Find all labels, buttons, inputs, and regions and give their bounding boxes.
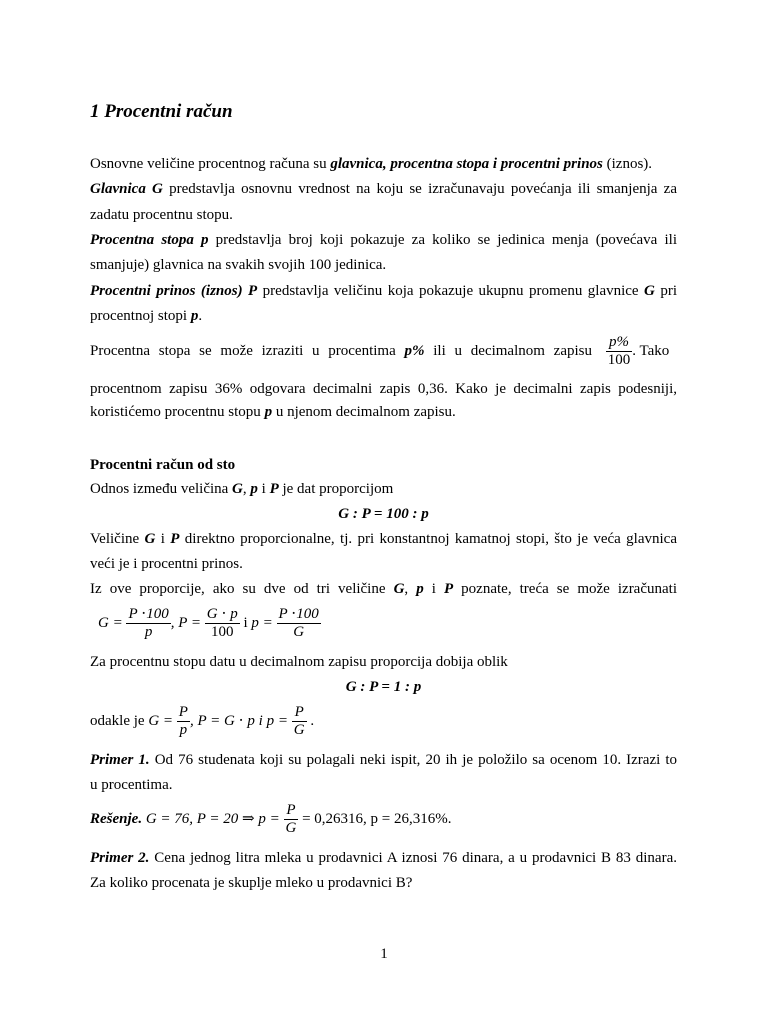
intro-line-3: zadatu procentnu stopu. xyxy=(90,207,233,223)
var: G xyxy=(644,283,655,299)
proportion-2: G : P = 1 : p xyxy=(345,679,422,695)
term-procentni-prinos: Procentni prinos (iznos) P xyxy=(90,283,258,299)
solution-label: Rešenje. xyxy=(90,811,143,827)
formula-lhs: , P = xyxy=(170,615,202,631)
var: G xyxy=(232,481,243,497)
var: P xyxy=(443,581,454,597)
var: G xyxy=(393,581,405,597)
text: pri xyxy=(654,283,678,299)
denominator: G xyxy=(277,623,321,641)
text: predstavlja osnovnu vrednost na koju se izračunavaju povećanja ili smanjenja za xyxy=(162,181,677,197)
intro-line-9: procentnom zapisu 36% odgovara decimalni zapis 0,36. Kako je decimalni zapis podesniji, xyxy=(90,381,677,397)
example-1-line-2: u procentima. xyxy=(90,777,173,793)
text: . Tako xyxy=(632,343,670,359)
text: predstavlja broj koji pokazuje za koliko se jedinica menja (povećava ili xyxy=(208,232,677,248)
denominator: p xyxy=(177,721,190,739)
text: koristićemo procentnu stopu xyxy=(90,404,265,420)
text: Cena jednog litra mleka u prodavnici A iznosi 76 dinara, a u prodavnici B 83 dinara. xyxy=(149,850,677,866)
text: Od 76 studenata koji su polagali neki ispit, 20 ih je položilo sa ocenom 10. Izrazi to xyxy=(149,752,677,768)
formula-lhs: p = xyxy=(251,615,273,631)
formula-lhs: G = xyxy=(98,615,123,631)
text: , xyxy=(404,581,417,597)
numerator: P xyxy=(294,704,304,721)
text: Veličine xyxy=(90,531,145,547)
text: poznate, treća se može izračunati xyxy=(453,581,677,597)
fraction-p-decimal xyxy=(292,704,307,739)
text: odakle je xyxy=(90,713,149,729)
formula-lhs: G = xyxy=(148,713,174,729)
intro-line-4 xyxy=(90,230,677,250)
text: Osnovne veličine procentnog računa su xyxy=(90,156,331,172)
text: i xyxy=(423,581,444,597)
text: predstavlja veličinu koja pokazuje ukupnu promenu glavnice xyxy=(257,283,645,299)
example-2-line-2: Za koliko procenata je skuplje mleko u prodavnici B? xyxy=(90,875,413,891)
fraction-p-over-100 xyxy=(606,334,633,369)
chapter-title: 1 Procentni račun xyxy=(90,101,233,122)
example-2-line-1 xyxy=(90,848,677,868)
var: p xyxy=(250,481,258,497)
term-glavnica: Glavnica G xyxy=(90,181,163,197)
text: , xyxy=(242,481,251,497)
text: ili u decimalnom zapisu xyxy=(424,343,592,359)
fraction-G xyxy=(177,704,190,739)
var: P xyxy=(269,481,279,497)
solution-text: = 0,26316, p = 26,316%. xyxy=(298,811,452,827)
formula-lhs: p = xyxy=(266,713,288,729)
section-line-2 xyxy=(90,529,677,549)
section-line-1 xyxy=(90,479,677,499)
section-line-3: veći je i procentni prinos. xyxy=(90,556,243,572)
text: Odnos između veličina xyxy=(90,481,233,497)
denominator: G xyxy=(285,820,297,837)
numerator: P ⋅100 xyxy=(278,606,319,623)
intro-line-8 xyxy=(90,331,677,371)
intro-line-7 xyxy=(90,306,677,326)
text: je dat proporcijom xyxy=(278,481,394,497)
solution-text: G = 76, P = 20 ⇒ p = xyxy=(142,811,284,827)
numerator: P xyxy=(286,802,296,819)
section-line-4 xyxy=(90,579,677,599)
text: Iz ove proporcije, ako su dve od tri veličine xyxy=(90,581,394,597)
var: p xyxy=(190,308,199,324)
text: Procentna stopa se može izraziti u procentima xyxy=(90,343,405,359)
text: (iznos). xyxy=(602,156,653,172)
formula-text: , P = G ⋅ p i xyxy=(189,713,267,729)
denominator: p xyxy=(126,623,170,641)
var: p xyxy=(416,581,424,597)
fraction-p xyxy=(277,606,321,641)
intro-line-6 xyxy=(90,281,677,301)
text: direktno proporcionalne, tj. pri konstantnoj kamatnoj stopi, što je veća glavnica xyxy=(179,531,677,547)
intro-line-5: smanjuje) glavnica na svakih svojih 100 jedinica. xyxy=(90,257,387,273)
page-number: 1 xyxy=(380,946,388,962)
formulas-row xyxy=(98,603,321,643)
text: procentnoj stopi xyxy=(90,308,191,324)
text: . xyxy=(306,713,315,729)
section-line-5: Za procentnu stopu datu u decimalnom zapisu proporcija dobija oblik xyxy=(90,654,508,670)
term-procentna-stopa: Procentna stopa p xyxy=(90,232,209,248)
fraction-solution xyxy=(284,802,299,837)
intro-line-10 xyxy=(90,402,677,422)
denominator: 100 xyxy=(607,352,631,369)
solution-1 xyxy=(90,799,452,839)
denominator: 100 xyxy=(205,623,240,641)
numerator: p% xyxy=(609,334,629,351)
var: p xyxy=(264,404,273,420)
example-label: Primer 2. xyxy=(90,850,150,866)
emphasis: glavnica, procentna stopa i procentni prinos xyxy=(330,156,603,172)
conjunction: i xyxy=(239,615,252,631)
decimal-formulas-row xyxy=(90,701,314,741)
proportion-1: G : P = 100 : p xyxy=(338,506,429,522)
example-1-line-1 xyxy=(90,750,677,770)
example-label: Primer 1. xyxy=(90,752,150,768)
text: i xyxy=(155,531,171,547)
var: G xyxy=(144,531,156,547)
denominator: G xyxy=(293,722,305,739)
intro-line-1 xyxy=(90,154,677,174)
text: i xyxy=(257,481,270,497)
text-group xyxy=(90,331,592,371)
numerator: P ⋅100 xyxy=(128,606,169,623)
fraction-g xyxy=(126,606,170,641)
fraction-P xyxy=(205,606,240,641)
var: p% xyxy=(404,343,425,359)
numerator: P xyxy=(178,704,188,721)
section-heading: Procentni račun od sto xyxy=(90,457,236,473)
numerator: G ⋅ p xyxy=(206,606,238,623)
text: u njenom decimalnom zapisu. xyxy=(272,404,456,420)
intro-line-2 xyxy=(90,179,677,199)
var: P xyxy=(170,531,180,547)
text: . xyxy=(198,308,203,324)
